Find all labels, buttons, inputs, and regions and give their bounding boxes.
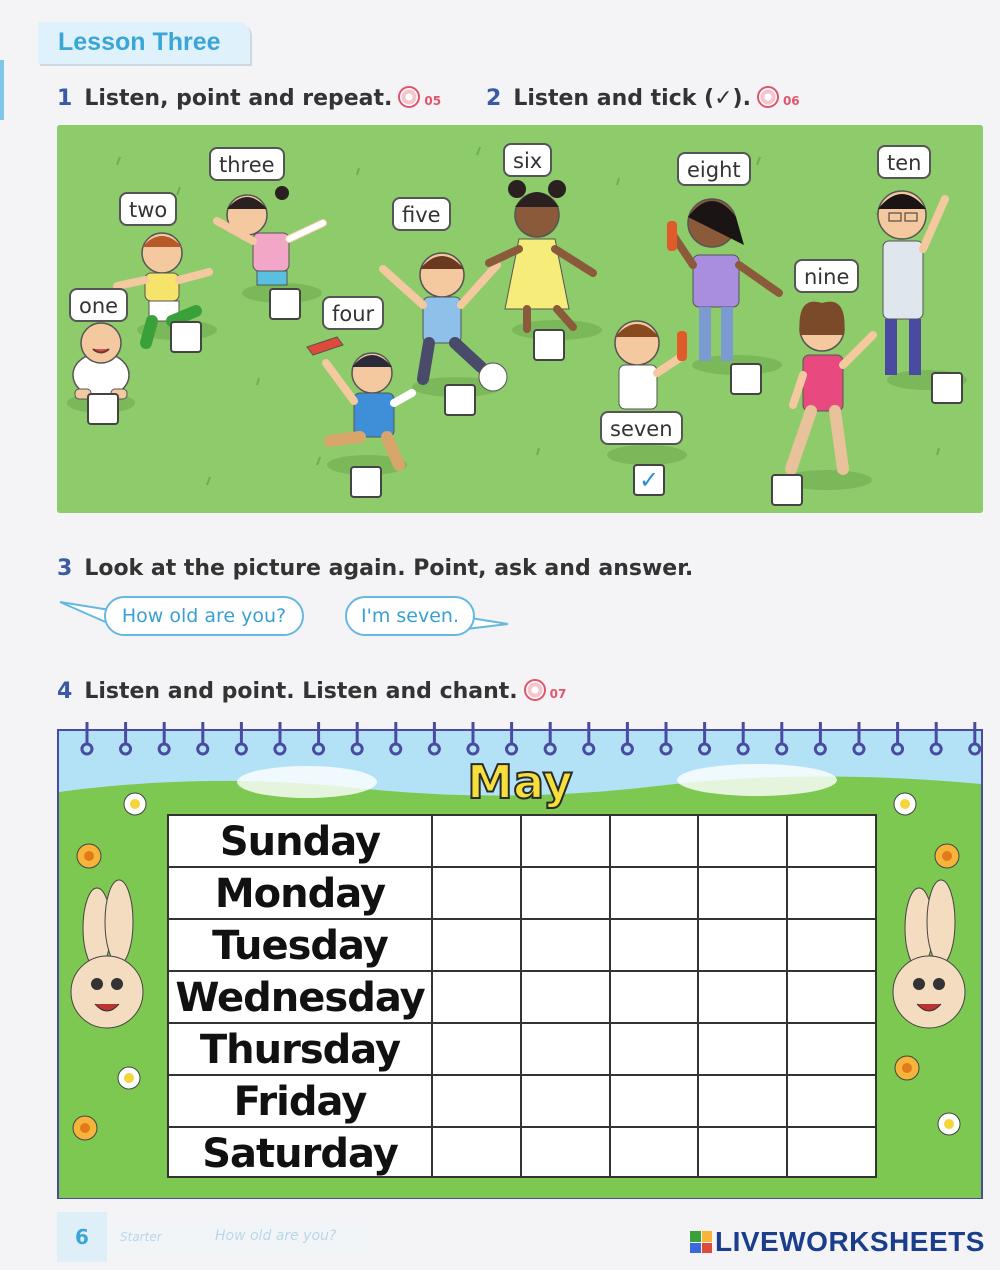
exercise-1-title: [57, 86, 441, 111]
exercise-2-number: 2: [486, 86, 502, 111]
calendar-cell[interactable]: [522, 868, 611, 918]
tick-box-ten[interactable]: [931, 372, 963, 404]
audio-cd-icon[interactable]: [757, 86, 779, 108]
calendar-cell[interactable]: [522, 1076, 611, 1126]
calendar-cell[interactable]: [433, 1128, 522, 1176]
tick-box-seven[interactable]: ✓: [633, 464, 665, 496]
calendar-cell[interactable]: [788, 1128, 875, 1176]
label-six: six: [503, 143, 552, 177]
lesson-tab: [38, 22, 250, 64]
question-bubble: How old are you?: [104, 596, 304, 636]
footer-level: Starter: [120, 1230, 162, 1244]
calendar-cell[interactable]: [788, 816, 875, 866]
day-wednesday: Wednesday: [169, 972, 433, 1022]
calendar-cell[interactable]: [433, 816, 522, 866]
calendar-cell[interactable]: [699, 972, 788, 1022]
tick-box-two[interactable]: [170, 321, 202, 353]
calendar-cell[interactable]: [611, 920, 700, 970]
calendar-cell[interactable]: [699, 816, 788, 866]
tick-box-eight[interactable]: [730, 363, 762, 395]
exercise-1-number: 1: [57, 86, 73, 111]
audio-cd-icon[interactable]: [524, 679, 546, 701]
exercise-1-instruction: Listen, point and repeat.: [84, 86, 393, 111]
exercise-1-track: 05: [424, 94, 442, 108]
lesson-title: Lesson Three: [58, 28, 221, 56]
calendar-row: [169, 1024, 875, 1076]
calendar-cell[interactable]: [433, 1076, 522, 1126]
tick-box-one[interactable]: [87, 393, 119, 425]
day-sunday: Sunday: [169, 816, 433, 866]
calendar-cell[interactable]: [699, 1128, 788, 1176]
day-saturday: Saturday: [169, 1128, 433, 1176]
calendar-cell[interactable]: [611, 868, 700, 918]
label-nine: nine: [794, 259, 859, 293]
calendar-cell[interactable]: [433, 1024, 522, 1074]
day-thursday: Thursday: [169, 1024, 433, 1074]
calendar-cell[interactable]: [522, 816, 611, 866]
label-five: five: [392, 197, 451, 231]
liveworksheets-icon: [690, 1231, 712, 1253]
calendar-cell[interactable]: [433, 868, 522, 918]
calendar-row: [169, 868, 875, 920]
calendar-cell[interactable]: [522, 1128, 611, 1176]
calendar-cell[interactable]: [433, 920, 522, 970]
tick-box-five[interactable]: [444, 384, 476, 416]
exercise-2-instruction: Listen and tick (✓).: [513, 86, 751, 111]
exercise-4-title: [57, 679, 566, 704]
tick-box-six[interactable]: [533, 329, 565, 361]
calendar-cell[interactable]: [699, 868, 788, 918]
calendar-row: [169, 920, 875, 972]
footer-topic: How old are you?: [215, 1228, 337, 1244]
exercise-2-title: [486, 86, 800, 111]
label-one: one: [69, 288, 128, 322]
tick-box-four[interactable]: [350, 466, 382, 498]
label-four: four: [322, 296, 384, 330]
label-two: two: [119, 192, 177, 226]
exercise-4-number: 4: [57, 679, 73, 704]
calendar-cell[interactable]: [788, 920, 875, 970]
calendar-cell[interactable]: [788, 1024, 875, 1074]
exercise-2-track: 06: [782, 94, 800, 108]
exercise-3-number: 3: [57, 556, 73, 581]
calendar-cell[interactable]: [522, 972, 611, 1022]
calendar-cell[interactable]: [699, 1076, 788, 1126]
calendar-cell[interactable]: [788, 972, 875, 1022]
calendar-row: [169, 1076, 875, 1128]
liveworksheets-brand: LIVEWORKSHEETS: [715, 1226, 985, 1257]
page-edge-marker: [0, 60, 4, 120]
calendar-cell[interactable]: [522, 1024, 611, 1074]
exercise-4-instruction: Listen and point. Listen and chant.: [84, 679, 518, 704]
calendar-cell[interactable]: [788, 1076, 875, 1126]
calendar-row: [169, 972, 875, 1024]
label-eight: eight: [677, 152, 751, 186]
calendar-cell[interactable]: [611, 1128, 700, 1176]
audio-cd-icon[interactable]: [398, 86, 420, 108]
page-number: 6: [57, 1212, 107, 1262]
tick-box-three[interactable]: [269, 288, 301, 320]
calendar-cell[interactable]: [788, 868, 875, 918]
calendar-cell[interactable]: [699, 1024, 788, 1074]
day-monday: Monday: [169, 868, 433, 918]
calendar-cell[interactable]: [611, 1024, 700, 1074]
calendar-row: [169, 816, 875, 868]
label-seven: seven: [600, 411, 683, 445]
calendar-cell[interactable]: [611, 816, 700, 866]
children-illustration: [57, 125, 983, 513]
tick-box-nine[interactable]: [771, 474, 803, 506]
children-picture: [57, 125, 983, 513]
exercise-4-track: 07: [549, 687, 567, 701]
may-calendar: [57, 722, 983, 1200]
label-three: three: [209, 147, 285, 181]
calendar-cell[interactable]: [699, 920, 788, 970]
calendar-grid: [167, 814, 877, 1178]
day-friday: Friday: [169, 1076, 433, 1126]
calendar-cell[interactable]: [433, 972, 522, 1022]
exercise-3-title: [57, 556, 693, 581]
calendar-cell[interactable]: [611, 1076, 700, 1126]
exercise-3-instruction: Look at the picture again. Point, ask and answer.: [84, 556, 694, 581]
calendar-cell[interactable]: [611, 972, 700, 1022]
day-tuesday: Tuesday: [169, 920, 433, 970]
calendar-row: [169, 1128, 875, 1176]
answer-bubble: I'm seven.: [345, 596, 475, 636]
calendar-cell[interactable]: [522, 920, 611, 970]
label-ten: ten: [877, 145, 931, 179]
calendar-month: May: [467, 755, 573, 809]
liveworksheets-logo[interactable]: [690, 1226, 985, 1258]
